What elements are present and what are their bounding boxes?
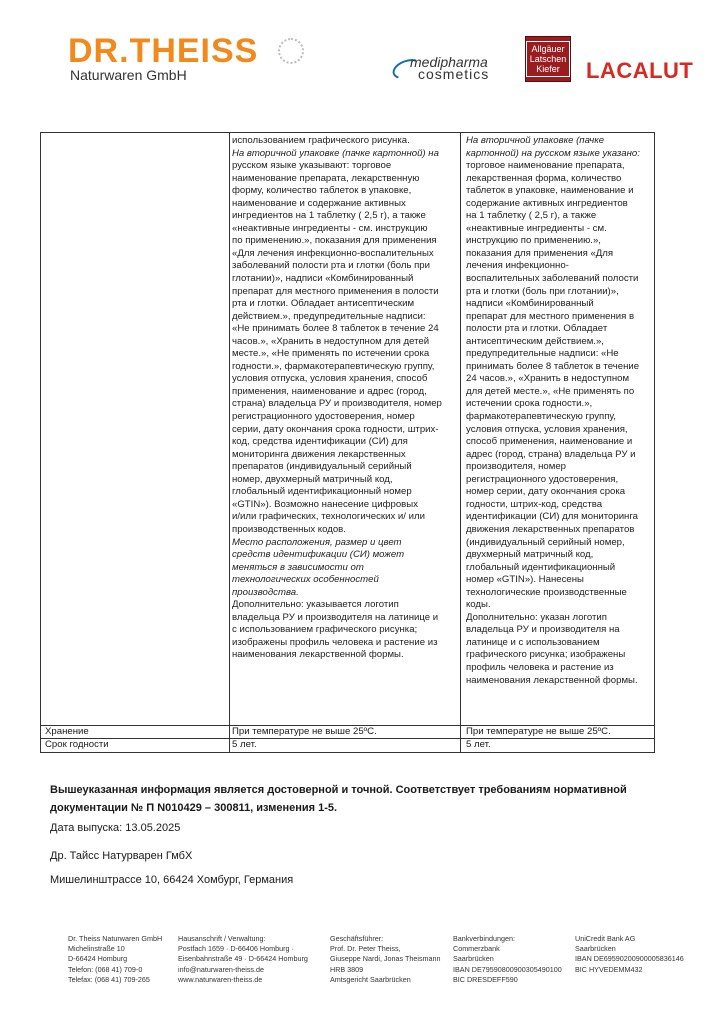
footer-line: Saarbrücken xyxy=(575,944,616,954)
text-line: номер, двухмерный матричный код, xyxy=(232,473,393,485)
text-line: (индивидуальный серийный номер, xyxy=(466,536,625,548)
release-date: Дата выпуска: 13.05.2025 xyxy=(50,822,181,834)
text-line: препаратов (индивидуальный серийный xyxy=(232,461,412,473)
text-line: годности.», фармакотерапевтическую группу, xyxy=(232,360,435,372)
medi-line1: medipharma xyxy=(410,54,488,70)
footer-line: Bankverbindungen: xyxy=(453,934,515,943)
text-line: коды. xyxy=(466,599,491,611)
text-line: русском языке указывают: торговое xyxy=(232,160,392,172)
shelf-life-right: 5 лет. xyxy=(466,739,491,750)
text-line: владельца РУ и производителя на латинице и xyxy=(232,611,439,623)
right-description-cell xyxy=(466,135,654,687)
text-line: месте.», «Не применять по истечении срока xyxy=(232,348,430,360)
text-line: использованием графического рисунка. xyxy=(232,135,410,146)
shelf-life-left: 5 лет. xyxy=(232,739,257,750)
text-line: часов.», «Хранить в недоступном для детей xyxy=(232,335,430,347)
footer-company xyxy=(68,934,162,985)
text-line: Дополнительно: указан логотип xyxy=(466,611,607,623)
text-line: производства. xyxy=(232,586,299,598)
text-line: «Не принимать более 8 таблеток в течение 24 xyxy=(232,323,439,335)
text-line: страна) владельца РУ и производителя, номер xyxy=(232,398,442,410)
text-line: Место расположения, размер и цвет xyxy=(232,536,402,548)
col-divider-1 xyxy=(229,133,230,752)
text-line: надписи «Комбинированный xyxy=(466,298,594,310)
text-line: идентификации (СИ) для мониторинга xyxy=(466,511,638,523)
text-line: инструкцию по применению.», xyxy=(466,235,601,247)
text-line: лекарственная форма, количество xyxy=(466,172,622,184)
text-line: годности, штрих-код, средства xyxy=(466,498,603,510)
text-line: наименование и содержание активных xyxy=(232,197,406,209)
text-line: способ применения, наименование и xyxy=(466,436,633,448)
allgauer-logo xyxy=(525,36,571,82)
footer-line: info@naturwaren-theiss.de xyxy=(178,964,265,974)
company-address: Мишелинштрассе 10, 66424 Хомбург, Германия xyxy=(50,874,294,886)
text-line: «неактивные ингредиенты - см. инструкцию xyxy=(232,222,428,234)
footer-line: Saarbrücken xyxy=(453,954,494,964)
footer-bank-2 xyxy=(575,934,684,975)
statement-line-2: документации № П N010429 – 300811, изменения 1-5. xyxy=(50,802,338,814)
text-line: технологических особенностей xyxy=(232,574,379,586)
text-line: и/или графических, технологических и/ или xyxy=(232,511,425,523)
text-line: применения, наименование и адрес (город, xyxy=(232,385,427,397)
text-line: рта и глотки (боль при глотании)», xyxy=(466,285,619,297)
text-line: регистрационного удостоверения, номер xyxy=(232,411,415,423)
footer-line: HRB 3809 xyxy=(330,964,364,974)
text-line: «GTIN»). Возможно нанесение цифровых xyxy=(232,498,418,510)
text-line: серии, дату окончания срока годности, штрих- xyxy=(232,423,439,435)
footer-line: Geschäftsführer: xyxy=(330,934,384,943)
text-line: На вторичной упаковке (пачке xyxy=(466,135,605,146)
medipharma-logo xyxy=(392,54,512,84)
text-line: адрес (город, страна) владельца РУ и xyxy=(466,448,636,460)
storage-right: При температуре не выше 25ºС. xyxy=(466,726,611,737)
text-line: таблеток в упаковке, наименование и xyxy=(466,185,634,197)
text-line: фармакотерапевтическую группу, xyxy=(466,411,616,423)
statement xyxy=(50,781,680,817)
text-line: воспалительных заболеваний полости xyxy=(466,273,639,285)
text-line: рта и глотки. Обладает антисептическим xyxy=(232,298,415,310)
text-line: регистрационного удостоверения, xyxy=(466,473,619,485)
left-description-cell xyxy=(232,135,458,662)
footer-line: www.naturwaren-theiss.de xyxy=(178,974,263,984)
text-line: форму, количество таблеток в упаковке, xyxy=(232,185,412,197)
text-line: номер «GTIN»). Нанесены xyxy=(466,574,584,586)
footer-line: IBAN DE79590800900305490100 xyxy=(453,964,562,974)
text-line: Дополнительно: указывается логотип xyxy=(232,599,399,611)
footer-line: Eisenbahnstraße 49 · D-66424 Homburg xyxy=(178,954,308,964)
footer-line: Michelinstraße 10 xyxy=(68,944,125,954)
text-line: наименования лекарственной формы. xyxy=(232,649,404,661)
text-line: препарат для местного применения в xyxy=(466,310,635,322)
text-line: на 1 таблетку ( 2,5 г), а также xyxy=(466,210,597,222)
text-line: «Для лечения инфекционно-воспалительных xyxy=(232,247,434,259)
text-line: содержание активных ингредиентов xyxy=(466,197,628,209)
footer-line: Telefon: (068 41) 709-0 xyxy=(68,964,143,974)
text-line: движения лекарственных препаратов xyxy=(466,523,635,535)
lacalut-logo: LACALUT xyxy=(586,58,694,83)
storage-label: Хранение xyxy=(45,726,89,737)
text-line: антисептическим действием.», xyxy=(466,335,604,347)
text-line: профиль человека и растение из xyxy=(466,661,614,673)
text-line: 24 часов.», «Хранить в недоступном xyxy=(466,373,630,385)
text-line: владельца РУ и производителя на xyxy=(466,624,620,636)
text-line: мониторинга движения лекарственных xyxy=(232,448,406,460)
footer-bank-1 xyxy=(453,934,562,985)
row-divider-2 xyxy=(41,738,654,739)
footer-line: BIC HYVEDEMM432 xyxy=(575,964,643,974)
allgauer-text: Allgäuer Latschen Kiefer xyxy=(526,41,570,77)
text-line: истечении срока годности.», xyxy=(466,398,593,410)
brand-subtitle: Naturwaren GmbH xyxy=(70,67,187,83)
footer-line: BIC DRESDEFF590 xyxy=(453,974,518,984)
text-line: наименования лекарственной формы. xyxy=(466,674,638,686)
footer-line: Postfach 1659 · D-66406 Homburg · xyxy=(178,944,294,954)
text-line: условия отпуска, условия хранения, способ xyxy=(232,373,428,385)
footer-line: Giuseppe Nardi, Jonas Theismann xyxy=(330,954,441,964)
text-line: На вторичной упаковке (пачке картонной) на xyxy=(232,147,439,159)
text-line: графического рисунка; изображены xyxy=(466,649,626,661)
footer-line: IBAN DE69590200900005836146 xyxy=(575,954,684,964)
text-line: производственных кодов. xyxy=(232,523,346,535)
text-line: код, средства идентификации (СИ) для xyxy=(232,436,408,448)
footer-line: Commerzbank xyxy=(453,944,500,954)
statement-line-1: Вышеуказанная информация является достоверной и точной. Соответствует требованиям нормативной xyxy=(50,784,627,796)
text-line: полости рта и глотки. Обладает xyxy=(466,323,608,335)
storage-left: При температуре не выше 25ºС. xyxy=(232,726,377,737)
brand-title: DR.THEISS xyxy=(68,32,259,70)
footer-line: Hausanschrift / Verwaltung: xyxy=(178,934,266,943)
footer-line: Dr. Theiss Naturwaren GmbH xyxy=(68,934,163,943)
text-line: наименование препарата, лекарственную xyxy=(232,172,420,184)
text-line: латинице и с использованием xyxy=(466,636,600,648)
text-line: двухмерный матричный код, xyxy=(466,549,594,561)
footer-line: UniCredit Bank AG xyxy=(575,934,636,943)
footer-line: Amtsgericht Saarbrücken xyxy=(330,974,411,984)
text-line: по применению.», показания для применения xyxy=(232,235,437,247)
text-line: изображены профиль человека и растение из xyxy=(232,636,438,648)
text-line: показания для применения «Для xyxy=(466,247,614,259)
footer-line: Telefax: (068 41) 709-265 xyxy=(68,974,150,984)
text-line: глотании)», надписи «Комбинированный xyxy=(232,273,414,285)
text-line: лечения инфекционно- xyxy=(466,260,569,272)
text-line: для детей месте.», «Не применять по xyxy=(466,385,635,397)
text-line: средств идентификации (СИ) может xyxy=(232,549,405,561)
text-line: препарат для местного применения в полости xyxy=(232,285,439,297)
text-line: заболеваний полости рта и глотки (боль при xyxy=(232,260,431,272)
text-line: технологические производственные xyxy=(466,586,627,598)
footer-line: D-66424 Homburg xyxy=(68,954,128,964)
company-name: Др. Тайсс Натурварен ГмбХ xyxy=(50,850,193,862)
text-line: «неактивные ингредиенты - см. xyxy=(466,222,607,234)
text-line: торговое наименование препарата, xyxy=(466,160,625,172)
text-line: глобальный идентификационный xyxy=(466,561,616,573)
text-line: производителя, номер xyxy=(466,461,567,473)
text-line: с использованием графического рисунка; xyxy=(232,624,418,636)
text-line: условия отпуска, условия хранения, xyxy=(466,423,628,435)
footer-management xyxy=(330,934,441,985)
text-line: картонной) на русском языке указано: xyxy=(466,147,640,159)
text-line: ингредиентов на 1 таблетку ( 2,5 г), а также xyxy=(232,210,426,222)
content-table xyxy=(40,132,655,753)
text-line: меняться в зависимости от xyxy=(232,561,364,573)
text-line: глобальный идентификационный номер xyxy=(232,486,412,498)
dr-theiss-logo xyxy=(68,34,258,83)
shelf-life-label: Срок годности xyxy=(45,739,109,750)
text-line: предупредительные надписи: «Не xyxy=(466,348,619,360)
medi-line2: cosmetics xyxy=(418,66,490,82)
col-divider-2 xyxy=(460,133,461,752)
sun-logo-icon xyxy=(278,38,304,64)
text-line: действием.», предупредительные надписи: xyxy=(232,310,426,322)
text-line: принимать более 8 таблеток в течение xyxy=(466,360,640,372)
footer-line: Prof. Dr. Peter Theiss, xyxy=(330,944,401,954)
footer-address xyxy=(178,934,308,985)
text-line: номер серии, дату окончания срока xyxy=(466,486,626,498)
